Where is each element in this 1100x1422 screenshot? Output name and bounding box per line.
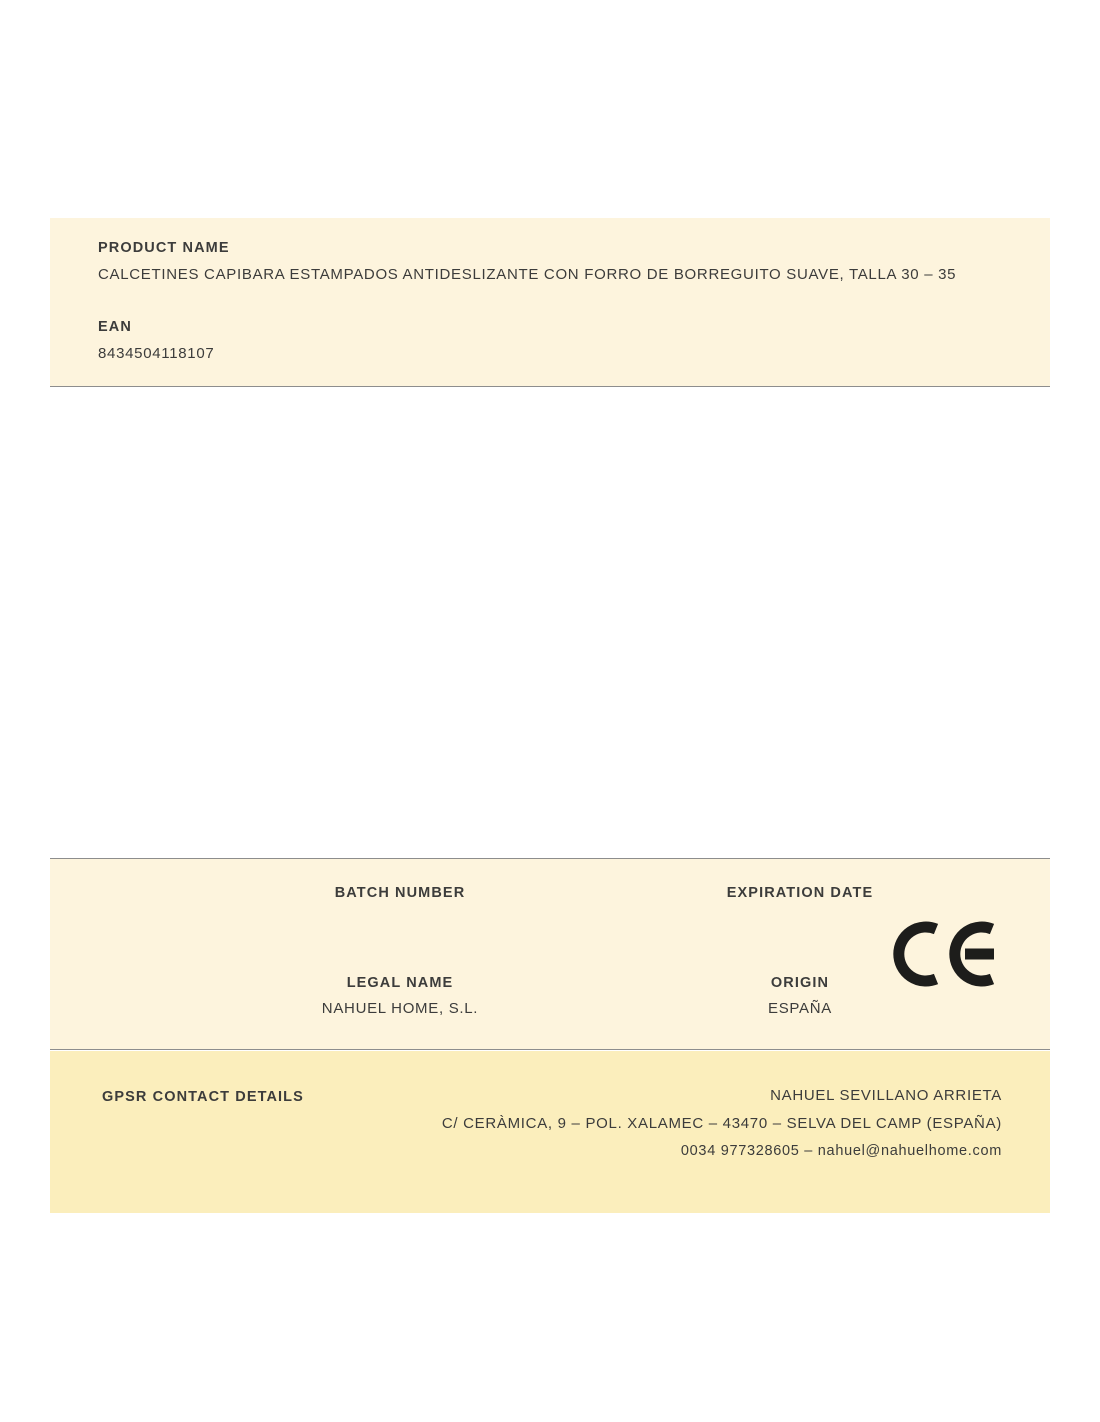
gpsr-contact-lines (442, 1087, 1002, 1159)
product-info-block (50, 218, 1050, 387)
expiration-date-label: EXPIRATION DATE (726, 885, 874, 901)
batch-number-label: BATCH NUMBER (334, 885, 466, 901)
gpsr-contact-person: NAHUEL SEVILLANO ARRIETA (770, 1087, 1002, 1104)
gpsr-contact-address: C/ CERÀMICA, 9 – POL. XALAMEC – 43470 – SELVA DEL CAMP (ESPAÑA) (441, 1115, 1002, 1132)
origin-value: ESPAÑA (768, 1000, 832, 1017)
origin-label: ORIGIN (770, 975, 830, 991)
spacer (98, 283, 1002, 319)
gpsr-contact-phone-email: 0034 977328605 – nahuel@nahuelhome.com (680, 1143, 1002, 1159)
batch-number-cell (230, 885, 570, 910)
ean-label: EAN (98, 319, 132, 335)
product-name-value: CALCETINES CAPIBARA ESTAMPADOS ANTIDESLIZANTE CON FORRO DE BORREGUITO SUAVE, TALLA 30 – 35 (98, 266, 957, 283)
gpsr-contact-block (50, 1051, 1050, 1213)
legal-name-label: LEGAL NAME (346, 975, 454, 991)
product-name-label: PRODUCT NAME (98, 240, 230, 256)
ean-value: 8434504118107 (98, 345, 215, 362)
legal-name-value: NAHUEL HOME, S.L. (321, 1000, 479, 1017)
info-grid (50, 859, 1050, 1049)
expiration-date-cell (630, 885, 970, 910)
manufacturer-info-block (50, 858, 1050, 1050)
legal-name-cell (230, 975, 570, 1017)
ce-marking-icon (892, 919, 1002, 989)
gpsr-contact-label: GPSR CONTACT DETAILS (102, 1089, 304, 1105)
